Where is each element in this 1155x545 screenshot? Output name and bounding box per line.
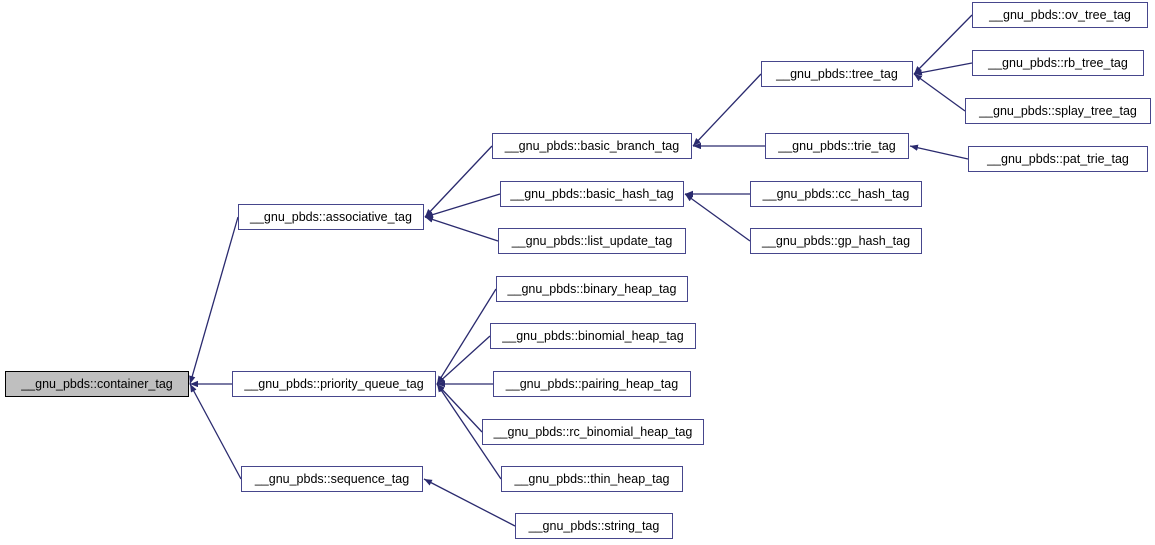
edge-pat_trie_tag-to-trie_tag [910,146,968,159]
node-label: __gnu_pbds::basic_branch_tag [504,138,680,153]
node-label: __gnu_pbds::rc_binomial_heap_tag [493,424,693,439]
edge-rb_tree_tag-to-tree_tag [914,63,972,74]
edge-binary_heap_tag-to-priority_queue_tag [437,289,496,384]
node-label: __gnu_pbds::trie_tag [778,138,896,153]
node-list_update_tag[interactable] [498,228,686,254]
node-label: __gnu_pbds::pairing_heap_tag [505,376,679,391]
node-label: __gnu_pbds::list_update_tag [511,233,673,248]
node-pat_trie_tag[interactable] [968,146,1148,172]
node-label: __gnu_pbds::splay_tree_tag [979,103,1137,118]
node-label: __gnu_pbds::associative_tag [250,209,412,224]
node-container_tag[interactable] [5,371,189,397]
edge-splay_tree_tag-to-tree_tag [914,74,965,111]
node-label: __gnu_pbds::rb_tree_tag [988,55,1128,70]
node-label: __gnu_pbds::basic_hash_tag [510,186,674,201]
node-tree_tag[interactable] [761,61,913,87]
node-binomial_heap_tag[interactable] [490,323,696,349]
node-string_tag[interactable] [515,513,673,539]
node-label: __gnu_pbds::sequence_tag [254,471,410,486]
node-thin_heap_tag[interactable] [501,466,683,492]
node-gp_hash_tag[interactable] [750,228,922,254]
node-priority_queue_tag[interactable] [232,371,436,397]
node-rc_binomial_heap_tag[interactable] [482,419,704,445]
edge-associative_tag-to-container_tag [190,217,238,384]
edge-basic_branch_tag-to-associative_tag [425,146,492,217]
node-label: __gnu_pbds::binomial_heap_tag [502,328,684,343]
edge-ov_tree_tag-to-tree_tag [914,15,972,74]
node-label: __gnu_pbds::binary_heap_tag [507,281,677,296]
node-label: __gnu_pbds::container_tag [21,376,173,391]
node-sequence_tag[interactable] [241,466,423,492]
node-label: __gnu_pbds::gp_hash_tag [761,233,911,248]
node-associative_tag[interactable] [238,204,424,230]
node-rb_tree_tag[interactable] [972,50,1144,76]
edge-list_update_tag-to-associative_tag [425,217,498,241]
edge-basic_hash_tag-to-associative_tag [425,194,500,217]
node-label: __gnu_pbds::priority_queue_tag [244,376,424,391]
node-label: __gnu_pbds::tree_tag [776,66,898,81]
node-label: __gnu_pbds::cc_hash_tag [762,186,910,201]
edge-tree_tag-to-basic_branch_tag [693,74,761,146]
node-pairing_heap_tag[interactable] [493,371,691,397]
edge-binomial_heap_tag-to-priority_queue_tag [437,336,490,384]
node-label: __gnu_pbds::ov_tree_tag [989,7,1131,22]
node-basic_branch_tag[interactable] [492,133,692,159]
node-splay_tree_tag[interactable] [965,98,1151,124]
node-binary_heap_tag[interactable] [496,276,688,302]
edge-sequence_tag-to-container_tag [190,384,241,479]
node-ov_tree_tag[interactable] [972,2,1148,28]
node-cc_hash_tag[interactable] [750,181,922,207]
node-basic_hash_tag[interactable] [500,181,684,207]
node-label: __gnu_pbds::string_tag [528,518,660,533]
node-label: __gnu_pbds::pat_trie_tag [987,151,1129,166]
node-trie_tag[interactable] [765,133,909,159]
node-label: __gnu_pbds::thin_heap_tag [514,471,670,486]
edge-rc_binomial_heap_tag-to-priority_queue_tag [437,384,482,432]
edge-gp_hash_tag-to-basic_hash_tag [685,194,750,241]
